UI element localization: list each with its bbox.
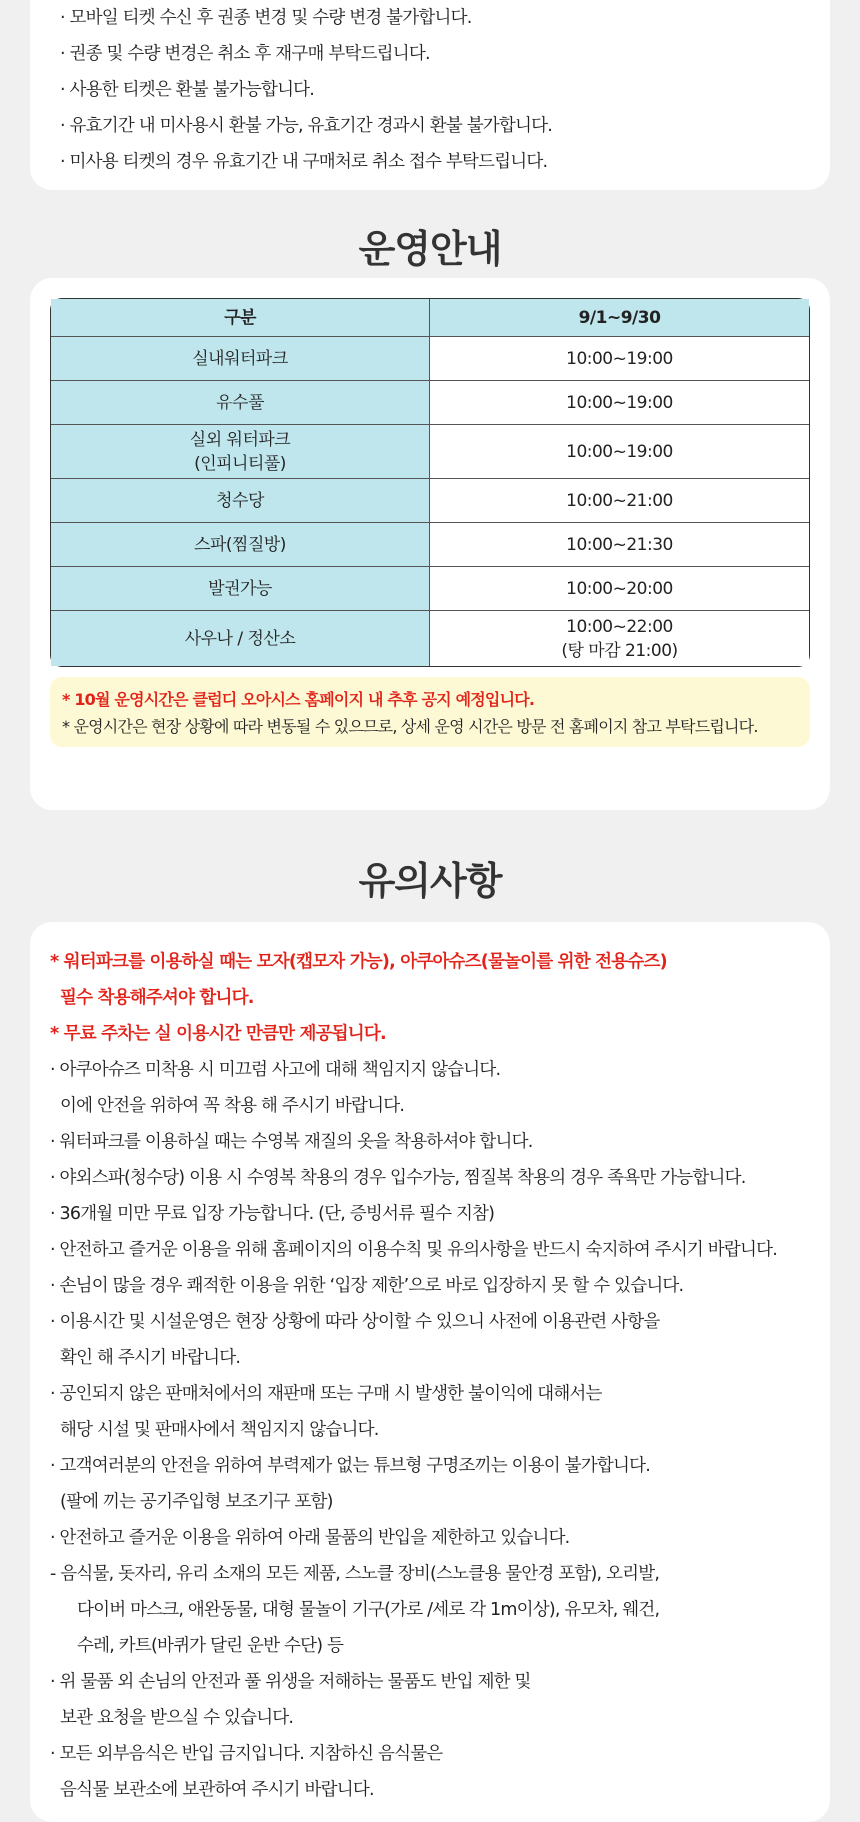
operations-title: 운영안내 <box>358 227 502 271</box>
caution-line: · 공인되지 않은 판매처에서의 재판매 또는 구매 시 발생한 불이익에 대해서는 <box>50 1384 602 1404</box>
caution-line: 확인 해 주시기 바랍니다. <box>60 1348 241 1368</box>
caution-line: · 손님이 많을 경우 쾌적한 이용을 위한 ‘입장 제한’으로 바로 입장하지 못 할 수 있습니다. <box>50 1276 684 1296</box>
facility-hours-line1: 10:00~22:00 <box>566 616 673 637</box>
caution-line: · 워터파크를 이용하실 때는 수영복 재질의 옷을 착용하셔야 합니다. <box>50 1132 533 1152</box>
table-header-row <box>51 299 809 337</box>
facility-name-line1: 실외 워터파크 <box>189 429 291 450</box>
caution-line: · 야외스파(청수당) 이용 시 수영복 착용의 경우 입수가능, 찜질복 착용의 경우 족욕만 가능합니다. <box>50 1168 746 1188</box>
table-row <box>51 425 809 479</box>
header-category: 구분 <box>51 299 430 337</box>
facility-hours <box>430 611 809 666</box>
caution-line: · 이용시간 및 시설운영은 현장 상황에 따라 상이할 수 있으니 사전에 이용관련 사항을 <box>50 1312 660 1332</box>
facility-hours: 10:00~19:00 <box>430 337 809 381</box>
facility-name: 유수풀 <box>51 381 430 425</box>
caution-line: · 안전하고 즐거운 이용을 위해 홈페이지의 이용수칙 및 유의사항을 반드시 숙지하여 주시기 바랍니다. <box>50 1240 777 1260</box>
caution-line: · 고객여러분의 안전을 위하여 부력제가 없는 튜브형 구명조끼는 이용이 불가합니다. <box>50 1456 650 1476</box>
caution-line: * 워터파크를 이용하실 때는 모자(캡모자 가능), 아쿠아슈즈(물놀이를 위한 전용슈즈) <box>50 952 667 972</box>
refund-note: · 권종 및 수량 변경은 취소 후 재구매 부탁드립니다. <box>60 44 430 64</box>
caution-list <box>50 944 810 1808</box>
caution-line: 해당 시설 및 판매사에서 책임지지 않습니다. <box>60 1420 379 1440</box>
refund-note: · 모바일 티켓 수신 후 권종 변경 및 수량 변경 불가합니다. <box>60 8 472 28</box>
facility-hours: 10:00~19:00 <box>430 381 809 425</box>
refund-notes-card <box>30 0 830 190</box>
caution-line: · 위 물품 외 손님의 안전과 풀 위생을 저해하는 물품도 반입 제한 및 <box>50 1672 531 1692</box>
facility-hours: 10:00~19:00 <box>430 425 809 479</box>
refund-note: · 유효기간 내 미사용시 환불 가능, 유효기간 경과시 환불 불가합니다. <box>60 116 552 136</box>
header-period: 9/1~9/30 <box>430 299 809 337</box>
facility-name <box>51 425 430 479</box>
caution-line: * 무료 주차는 실 이용시간 만큼만 제공됩니다. <box>50 1024 386 1044</box>
facility-name: 실내워터파크 <box>51 337 430 381</box>
caution-title: 유의사항 <box>358 859 502 903</box>
refund-note: · 사용한 티켓은 환불 불가능합니다. <box>60 80 315 100</box>
caution-line: · 아쿠아슈즈 미착용 시 미끄럼 사고에 대해 책임지지 않습니다. <box>50 1060 501 1080</box>
table-row <box>51 523 809 567</box>
table-row <box>51 479 809 523</box>
caution-line: 다이버 마스크, 애완동물, 대형 물놀이 기구(가로 /세로 각 1m이상), 유모차, 웨건, <box>77 1600 660 1620</box>
operations-notice <box>50 677 810 747</box>
facility-hours: 10:00~20:00 <box>430 567 809 611</box>
table-row <box>51 381 809 425</box>
table-row <box>51 611 809 666</box>
table-row <box>51 567 809 611</box>
caution-line: 음식물 보관소에 보관하여 주시기 바랍니다. <box>60 1780 374 1800</box>
facility-hours: 10:00~21:30 <box>430 523 809 567</box>
facility-hours: 10:00~21:00 <box>430 479 809 523</box>
facility-name-line2: (인피니티풀) <box>194 453 286 474</box>
caution-line: · 36개월 미만 무료 입장 가능합니다. (단, 증빙서류 필수 지참) <box>50 1204 495 1224</box>
facility-name: 발권가능 <box>51 567 430 611</box>
notice-variable-hours: * 운영시간은 현장 상황에 따라 변동될 수 있으므로, 상세 운영 시간은 방문 전 홈페이지 참고 부탁드립니다. <box>62 717 758 736</box>
facility-hours-line2: (탕 마감 21:00) <box>561 640 678 661</box>
caution-line: · 안전하고 즐거운 이용을 위하여 아래 물품의 반입을 제한하고 있습니다. <box>50 1528 570 1548</box>
facility-name: 사우나 / 정산소 <box>51 611 430 666</box>
facility-name: 청수당 <box>51 479 430 523</box>
facility-name: 스파(찜질방) <box>51 523 430 567</box>
operations-card <box>30 278 830 810</box>
caution-line: · 모든 외부음식은 반입 금지입니다. 지참하신 음식물은 <box>50 1744 443 1764</box>
caution-line: - 음식물, 돗자리, 유리 소재의 모든 제품, 스노클 장비(스노클용 물안경 포함), 오리발, <box>50 1564 660 1584</box>
caution-line: 이에 안전을 위하여 꼭 착용 해 주시기 바랍니다. <box>60 1096 405 1116</box>
caution-line: (팔에 끼는 공기주입형 보조기구 포함) <box>60 1492 333 1512</box>
schedule-table <box>50 298 810 667</box>
refund-note: · 미사용 티켓의 경우 유효기간 내 구매처로 취소 접수 부탁드립니다. <box>60 152 548 172</box>
caution-line: 수레, 카트(바퀴가 달린 운반 수단) 등 <box>77 1636 344 1656</box>
table-row <box>51 337 809 381</box>
caution-line: 필수 착용해주셔야 합니다. <box>60 988 254 1008</box>
notice-october: * 10월 운영시간은 클럽디 오아시스 홈페이지 내 추후 공지 예정입니다. <box>62 690 535 709</box>
caution-line: 보관 요청을 받으실 수 있습니다. <box>60 1708 294 1728</box>
caution-card <box>30 922 830 1822</box>
